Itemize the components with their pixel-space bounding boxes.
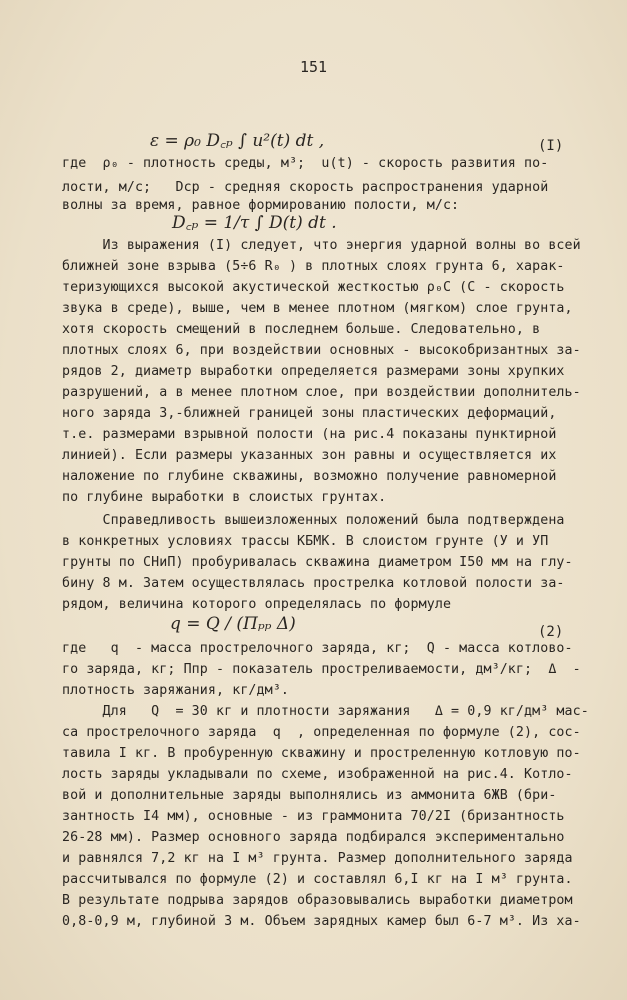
energy-formula: ε = ρ₀ D꜀ₚ ∫ u²(t) dt ,	[150, 131, 325, 151]
text-line: грунты по СНиП) пробуривалась скважина диаметром I50 мм на глу-	[62, 555, 573, 570]
text-line: плотных слоях 6, при воздействии основных - высокобризантных за-	[62, 343, 581, 358]
text-line: где ρ₀ - плотность среды, м³; u(t) - скорость развития по-	[62, 156, 549, 171]
text-line: хотя скорость смещений в последнем больше. Следовательно, в	[62, 322, 541, 337]
text-line: волны за время, равное формированию полости, м/с:	[62, 198, 460, 213]
text-line: разрушений, а в менее плотном слое, при воздействии дополнитель-	[62, 385, 581, 400]
text-line: где q - масса прострелочного заряда, кг; Q - масса котлово-	[62, 641, 573, 656]
text-line: са прострелочного заряда q , определенная по формуле (2), сос-	[62, 725, 581, 740]
text-line: тавила I кг. В пробуренную скважину и простреленную котловую по-	[62, 746, 581, 761]
text-line: ного заряда 3,-ближней границей зоны пластических деформаций,	[62, 406, 557, 421]
text-line: рядов 2, диаметр выработки определяется размерами зоны хрупких	[62, 364, 565, 379]
text-line: плотность заряжания, кг/дм³.	[62, 683, 289, 698]
text-line: го заряда, кг; Ппр - показатель простреливаемости, дм³/кг; Δ -	[62, 662, 581, 677]
text-line: и равнялся 7,2 кг на I м³ грунта. Размер дополнительного заряда	[62, 851, 573, 866]
equation-label-1: (I)	[538, 138, 564, 154]
text-line: 26-28 мм). Размер основного заряда подбирался экспериментально	[62, 830, 565, 845]
text-line: Из выражения (I) следует, что энергия ударной волны во всей	[62, 238, 581, 253]
text-line: Справедливость вышеизложенных положений была подтверждена	[62, 513, 565, 528]
text-line: рассчитывался по формуле (2) и составлял 6,I кг на I м³ грунта.	[62, 872, 573, 887]
text-line: Для Q = 30 кг и плотности заряжания Δ = 0,9 кг/дм³ мас-	[62, 704, 589, 719]
text-line: вой и дополнительные заряды выполнялись из аммонита 6ЖВ (бри-	[62, 788, 557, 803]
text-line: т.е. размерами взрывной полости (на рис.4 показаны пунктирной	[62, 427, 557, 442]
text-line: лость заряды укладывали по схеме, изображенной на рис.4. Котло-	[62, 767, 573, 782]
equation-label-2: (2)	[538, 624, 564, 640]
text-line: наложение по глубине скважины, возможно получение равномерной	[62, 469, 557, 484]
text-line: 0,8-0,9 м, глубиной 3 м. Объем зарядных камер был 6-7 м³. Из ха-	[62, 914, 581, 929]
page-number: 151	[299, 58, 328, 76]
text-line: звука в среде), выше, чем в менее плотном (мягком) слое грунта,	[62, 301, 573, 316]
charge-mass-formula: q = Q / (Пₚₚ Δ)	[170, 614, 296, 634]
text-line: в конкретных условиях трассы КБМК. В слоистом грунте (У и УП	[62, 534, 549, 549]
text-line: по глубине выработки в слоистых грунтах.	[62, 490, 387, 505]
text-line: зантность I4 мм), основные - из граммонита 70/2I (бризантность	[62, 809, 565, 824]
text-line: лости, м/с; Dср - средняя скорость распространения ударной	[62, 180, 549, 195]
text-line: линией). Если размеры указанных зон равны и осуществляется их	[62, 448, 557, 463]
text-line: теризующихся высокой акустической жесткостью ρ₀C (C - скорость	[62, 280, 565, 295]
text-line: ближней зоне взрыва (5÷6 R₀ ) в плотных слоях грунта 6, харак-	[62, 259, 565, 274]
text-line: В результате подрыва зарядов образовывались выработки диаметром	[62, 893, 573, 908]
text-line: бину 8 м. Затем осуществлялась прострелка котловой полости за-	[62, 576, 565, 591]
text-line: рядом, величина которого определялась по формуле	[62, 597, 452, 612]
mean-velocity-formula: D꜀ₚ = 1/τ ∫ D(t) dt .	[172, 213, 337, 233]
